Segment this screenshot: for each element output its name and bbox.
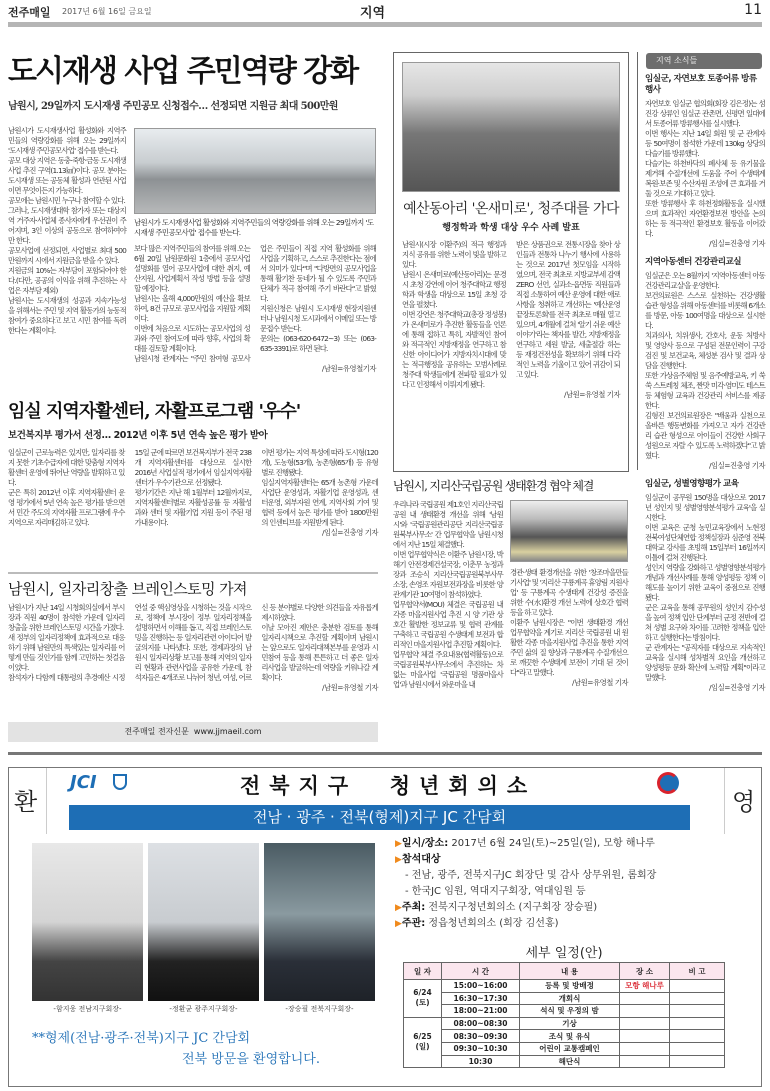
ad-left-char: 환 [14,788,38,816]
table-cell: 기상 [520,1017,620,1030]
schedule-day [404,980,442,1018]
table-cell [670,980,725,993]
table-cell: 석식 및 우정의 밤 [520,1005,620,1018]
portrait-photo [264,843,375,1001]
table-cell: (일) [415,1042,430,1052]
table-cell [670,1017,725,1030]
a3-content [8,448,378,538]
table-cell [670,992,725,1005]
table-cell: 6/25 [413,1032,432,1042]
schedule-row [404,1030,725,1043]
table-cell [620,1030,670,1043]
ad-rule [8,752,762,755]
ad-divider [724,768,725,834]
table-cell: 등록 및 방배정 [520,980,620,993]
a2-body: 남원시(시장 이환주)의 적극 행정과 지식 공유를 위한 노력이 빛을 발하고 있다. 남원시 온새미로(예산동아리)는 문경시 초청 강연에 이어 청주대학교 행정학과 학생을 대상으로 15일 초청 강연을 펼쳤다. 이번 강연은 청주대학교(총장 정성봉)가 온새미로가 추진한 활동들을 언론에 통해 접하고 특히, 자발적인 참여와 적극적인 지방재정을 연구하고 참신한 아이디어가 지방자치시대에 맞는 적극행정을 공유하는 모범사례로 청주대 학생들에게 전파할 필요가 있다고 인정해서 이뤄지게 됐다. 받은 상품권으로 전통시장을 찾아 상인들과 전통차 나누기 행사에 사용하는 것으로 2017년 첫모임을 시작하였으며, 전국 최초로 지방교부세 감액 ZERO 선언, 실과소·읍면동 직원들과 직접 소통하여 예산 운영에 대한 애로사항을 청취하고 개선하는 '예산운영 끝장토론회'를 전국 최초로 매월 열고 있으며, 4개월에 걸쳐 '알기 쉬운 예산 이야기'라는 책자를 발간, 지방재정을 연구하고 세원 발굴, 세출절감 하는 등 재정건전성을 확보하기 위해 다각적인 노력을 기울이고 있어 귀감이 되고 있다. [402,240,620,389]
attendee-line: - 한국JC 임원, 역대지구회장, 역대임원 등 [405,886,586,897]
page-number: 11 [744,2,762,18]
a2-byline: /남원=유영철 기자 [563,390,620,399]
detail-organizer: ▶주관: 정읍청년회의소 (회장 김선홍) [395,918,559,929]
table-cell [620,1055,670,1068]
a3-subheadline: 보건복지부 평가서 선정… 2012년 이후 5년 연속 높은 평가 받아 [8,430,268,441]
ad-details [395,836,735,932]
a5-headline: 남원시, 지리산국립공원 생태환경 협약 체결 [393,479,594,493]
triangle-bullet-icon: ▶ [395,855,402,865]
a4-content [8,603,378,693]
table-cell [620,1042,670,1055]
a1-subheadline: 남원시, 29일까지 도시재생 주민공모 신청접수… 선정되면 지원금 최대 500만원 [8,101,338,112]
table-cell: 내 용 [520,963,620,980]
sidebar-rule [637,52,638,470]
table-cell: 09:30~10:30 [442,1042,520,1055]
table-cell: 시 간 [442,963,520,980]
ad-right-char: 영 [732,788,756,816]
a1-byline: /남원=유영철기자 [321,364,376,373]
a5-body-col2: 경관·생태 환경개선을 위한 '창조마을만들기사업' 및 '지리산 구룡계곡 휴양림 지원사업' 등 구룡계곡 수생태계 건강성 증진을 위한 수(水)환경 개선 노력에 상호간 협력 등을 하고 있다. 이환주 남원시장은 "이번 생태환경 개선 업무협약을 계기로 지리산 국립공원 내 원활한 각종 마을지원사업 추진을 통한 지역주민 삶의 질 향상과 구룡계곡 수질개선으로 깨끗한 수생태계 보전이 기대 된 것이다"라고 말했다. [510,568,628,677]
table-cell [670,1030,725,1043]
table-cell [670,1055,725,1068]
table-cell: 일 자 [404,963,442,980]
side-item-body: 자연보호 임실군 협의회(회장 김은정)는 섬진강 상류인 임실군 관촌면, 신평면 일대에서 토종어류 방류행사를 실시했다. 이번 행사는 지난 14일 회원 및 군 관계자 등 50여명이 참석한 가운데 130kg 상당의 다슬기를 방류했다. 다슬기는 하천바닥의 폐사체 등 유기물을 제거해 수질개선에 도움을 주어 수생태계 복원·보존 및 수산자원 조성에 큰 효과를 거둘 것으로 기대하고 있다. 또한 방류행사 후 하천정화활동을 실시했으며 효과적인 자연환경보전 방안을 논의하는 등 적극적인 환경보호 활동을 이어갔다. [645,99,765,238]
side-item-byline: /임실=진충영 기자 [708,239,765,248]
schedule-title: 세부 일정(안) [525,946,603,961]
detail-attendees: ▶참석대상 [395,854,441,865]
side-item-title: 임실군, 자연보호 토종어류 방류 행사 [645,74,757,95]
attendee-line: - 전남, 광주, 전북지구JC 회장단 및 감사 상무위원, 롬회장 [405,870,657,881]
side-item-title: 지역아동센터 건강관리교실 [645,257,742,267]
schedule-wrap [403,962,725,1068]
table-cell [620,1017,670,1030]
ad-title: 전북지구 청년회의소 [240,774,537,798]
a1-headline: 도시재생 사업 주민역량 강화 [8,54,358,89]
side-item-body: 임실군은 오는 8월까지 '지역아동센터 아동 건강관리교실'을 운영한다. 보건의료원은 스스로 실천하는 건강생활 습관 형성을 위해 아동센터를 비롯해 6개소를 방문, 아동 100여명을 대상으로 실시한다. 치과의사, 치위생사, 간호사, 운동 처방사 및 영양사 등으로 구성된 전문인력이 구강검진 및 보건교육, 체성분 검사 및 결과 상담을 진행한다. 또한 가상음주체험 및 음주예방교육, 키 쑥쑥 스트레칭 체조, 짠맛 미각·염미도 테스트 등 체험형 교육과 건강관리 서비스를 제공한다. 김형진 보건의료원장은 "배움과 실천으로 올바른 행동변화를 가져오고 자가 건강관리 습관 형성으로 아이들이 건강한 사회구성원으로 자랄 수 있도록 노력하겠다"고 밝혔다. [645,271,765,460]
a3-headline: 임실 지역자활센터, 자활프로그램 '우수' [8,401,301,422]
table-cell: 조식 및 유식 [520,1030,620,1043]
table-cell [670,1042,725,1055]
table-cell: 어린이 교통캠페인 [520,1042,620,1055]
detail-host: ▶주최: 전북지구청년회의소 (지구회장 장승필) [395,902,598,913]
table-cell: 08:30~09:30 [442,1030,520,1043]
schedule-row [404,980,725,993]
side-item-title: 임실군, 성별영향평가 교육 [645,479,739,489]
a1-photo-caption: 남원시가 도시재생사업 활성화와 지역주민들의 역량강화를 위해 오는 29일까지 '도시재생 주민공모사업' 접수를 받는다. [134,218,374,237]
table-cell [620,1005,670,1018]
footer-epaper[interactable]: 전주매일 전자신문 www.jjmaeil.com [8,722,378,742]
header-rule [8,22,762,27]
a5-right-area [510,500,628,688]
schedule-day [404,1017,442,1067]
a5-byline: /남원=유영철 기자 [571,678,628,687]
table-cell: 비 고 [670,963,725,980]
table-cell: 18:00~21:00 [442,1005,520,1018]
jc-emblem-icon [657,772,679,794]
ad-message-line2: 전북 방문을 환영합니다. [182,1052,320,1067]
a3-body: 임실군이 근로능력은 있지만, 일자리를 찾지 못한 기초수급자에 대한 맞춤형 지역자활센터 운영에 뛰어난 역량을 발휘하고 있다. 군은 특히 2012년 이후 지역자활센터 운영 평가에서 5년 연속 높은 평가를 받으면서 민간 주도의 지역자활 프로그램에 우수지역으로 자리매김하고 있다. 15일 군에 따르면 보건복지부가 전국 238개 지역자활센터를 대상으로 실시한 2016년 사업실적 평가에서 임실지역자활센터가 우수기관으로 선정됐다. 평가기간은 지난 해 1월부터 12월까지로, 지역자활센터별로 자활성공률 등 자활성과와 센터 및 자활기업 지원 등이 주된 평가내용이다. 이번 평가는 지역 특성에 따라 도시형(120개), 도농형(53개), 농촌형(65개) 등 유형별로 진행됐다. 임실지역자활센터는 65개 농촌형 가운데 사업단 운영성과, 자활기업 운영성과, 센터운영, 외부자원 연계, 지역사회 기여 및 협력 등에서 높은 평가를 받아 1800만원의 인센티브를 지원받게 된다. [8,448,378,527]
a1-body-col1: 남원시가 도시재생사업 활성화와 지역주민들의 역량강화를 위해 오는 29일까지 '도시재생 주민공모사업' 접수를 받는다. 공모 대상 지역은 동충·죽항·금동 도시재생 사업 추진 구역(1.13㎢)이다. 공모 분야는 도시재생 또는 공동체 활성과 연관된 사업이면 무엇이든지 가능하다. 공모에는 남원시민 누구나 참여할 수 있다. 그러나, 도시재생대학 참가자 또는 대상지역 거주자·사업체 종사자에게 우선권이 주어지며, 3인 이상의 공동으로 참여하여야만 한다. 공모사업에 선정되면, 사업별로 최대 500만원까지 시에서 지원금을 받을 수 있다. 지원금의 10%는 자부담이 포함되어야 한다.(다만, 공공의 이익을 위해 추진하는 사업은 자부담 제외) 남원시는 도시재생의 성공과 지속가능성을 위해서는 주민 및 지역 활동가의 능동적 참여가 중요하다고 보고 시민 참여를 독려한다는 계획이다. [8,126,126,335]
a2-subheadline: 행정학과 학생 대상 우수 사례 발표 [442,223,580,233]
side-item [645,74,765,249]
table-cell [670,1005,725,1018]
a2-photo-group [402,62,620,192]
triangle-bullet-icon: ▶ [395,839,402,849]
schedule-row [404,1042,725,1055]
a1-photo-street [134,128,376,214]
issue-date: 2017년 6월 16일 금요일 [62,7,152,16]
ad-divider [46,768,47,834]
a3-byline: /임실=진충영 기자 [321,528,378,537]
portrait-photo [148,843,259,1001]
schedule-row [404,1017,725,1030]
table-cell: 해단식 [520,1055,620,1068]
schedule-row [404,1055,725,1068]
table-cell: 15:00~16:00 [442,980,520,993]
section-title: 지역 [360,6,386,21]
table-cell: 장 소 [620,963,670,980]
a2-headline: 예산동아리 '온새미로', 청주대를 가다 [403,201,619,217]
a1-right-area [134,128,376,374]
paper-name: 전주매일 [8,6,51,19]
triangle-bullet-icon: ▶ [395,903,402,913]
ad-message-line1: **형제(전남·광주·전북)지구 JC 간담회 [32,1031,251,1046]
side-item [645,257,765,471]
table-cell: 개회식 [520,992,620,1005]
a2-content [402,62,620,400]
triangle-bullet-icon: ▶ [395,919,402,929]
jci-shield-icon [113,774,127,790]
a5-photo-mou [510,500,628,562]
sidebar-header: 지역 소식들 [646,53,762,69]
jci-logo: JCI [70,772,97,793]
portrait-caption: -함지웅 전남지구회장- [53,1005,122,1013]
table-cell: 6/24 [413,988,432,998]
schedule-table [403,962,725,1068]
portrait-caption: -장승필 전북지구회장- [285,1005,354,1013]
a5-body-col1: 우리나라 국립공원 제1호인 지리산국립공원 내 생태환경 개선을 위해 '남원시'와 '국립공원관리공단 지리산국립공원북부사무소' 간 업무협약을 남원시청에서 지난 15일 체결했다. 이번 업무협약식은 이환주 남원시장, 박해기 안전경제건설국장, 이춘무 농정과장과 조승식 지리산국립공원북부사무소장, 손영조 자원보전과장을 비롯한 양 관계기관 10여명이 참석하였다. 업무협약서(MOU) 체결은 국립공원 내 각종 마을지원사업 추진 시 양 기관 상호간 활발한 정보교류 및 협력 관계를 구축하고 국립공원 수생태계 보전과 합리적인 마을지원사업 추진할 계획이다. 업무협약 체결 주요내용(협력활동)으로 국립공원북부사무소에서 추진하는 차 없는 마을사업 '국립공원 명품마을사업'과 남원시에서 와운마을 내 [393,500,503,689]
divider [8,572,378,574]
detail-datetime: ▶일시/장소: 2017년 6월 24일(토)~25일(일), 모항 해나루 [395,838,655,849]
schedule-header-row [404,963,725,980]
schedule-row [404,1005,725,1018]
side-item [645,479,765,693]
portrait-photo [32,843,143,1001]
table-cell [620,992,670,1005]
side-item-byline: /임실=진충영 기자 [708,461,765,470]
ad-banner: 전남 · 광주 · 전북(형제)지구 JC 간담회 [69,805,690,830]
a4-byline: /남원=유영철 기자 [321,683,378,692]
table-cell: 10:30 [442,1055,520,1068]
table-cell: 모항 해나루 [620,980,670,993]
table-cell: 16:30~17:30 [442,992,520,1005]
a4-body: 남원시가 지난 14일 시청회의실에서 부시장과 직원 40명이 참석한 가운데 일자리 창출을 위한 브레인스토밍 시간을 가졌다. 새 정부의 일자리정책에 효과적으로 대응하기 위해 남원만의 특색있는 일자리를 어떻게 만들 것인가를 함께 고민하는 첫걸음이었다. 참석자가 다함께 대통령의 추경예산 시정연설 중 핵심영상을 시청하는 것을 시작으로, 정책에 부시장이 정부 일자리정책을 설명하면서 이해를 돕고, 직접 브레인스토밍을 진행하는 등 일자리관련 아이디어 발굴의지를 나타냈다. 또한, 경제과장의 남원시 일자리상황 보고를 통해 지역의 일자리 현황과 관련사업을 공유한 가운데, 참석자들은 4개조로 나뉘어 청년, 여성, 어르신 등 분야별로 다양한 의견들을 자유롭게 제시하였다. 이날 모아진 제안은 충분한 검토를 통해 일자리시책으로 추진할 계획이며 남원시는 앞으로도 일자리대책본부를 운영과 시민참여 등을 통해 튼튼하고 더 좋은 일자리사업을 발굴하는데 역량을 키워나갈 계획이다. [8,603,378,682]
table-cell: 08:00~08:30 [442,1017,520,1030]
schedule-row [404,992,725,1005]
side-item-byline: /임실=진충영 기자 [708,683,765,692]
a1-body-cols: 보다 많은 지역주민들의 참여를 위해 오는 6월 20일 남원문화원 1층에서 공모사업 설명회를 열어 공모사업에 대한 취지, 예산지원, 사업계획서 작성 방법 등을 설명할 예정이다. 남원시는 올해 4,000만원의 예산을 확보하여, 8건 규모로 공모사업을 지원할 계획이다. 이번에 처음으로 시도하는 공모사업의 성과와 주민 참여도에 따라 향후, 사업의 확대를 검토할 계획이다. 남원시청 관계자는 "주민 참여형 공모사업은 주민들이 직접 지역 활성화를 위해 사업을 기획하고, 스스로 추진한다는 점에서 의미가 있다"며 "다방면의 공모사업을 통해 활기찬 동네가 될 수 있도록 주민과 단체가 적극 참여해 주기 바란다"고 밝혔다. 지원신청은 남원시 도시재생 현장지원센터나 남원시청 도시과에서 이메일 또는 방문접수 받는다. 문의는 (063-620-6472~3) 또는 (063-635-3391)로 하면 된다. [134,244,376,363]
portrait-caption: -정환균 광주지구회장- [169,1005,238,1013]
side-item-body: 임실군이 공무원 150명을 대상으로 '2017년 성인지 및 성별영향분석평가 교육'을 실시한다. 이번 교육은 군청 농민교육장에서 노현정 전북여성단체연합 정책실장과 심준영 전북대학교 강사를 초빙해 15일부터 16일까지 이틀에 걸쳐 진행된다. 성인지 역량을 강화하고 성별영향분석평가 개념과 개선사례를 통해 양성평등 정책 이해도를 높이기 위한 교육이 중점으로 진행됐다. 군은 교육을 통해 공무원의 성인지 감수성을 높여 정책 입안 단계부터 군정 전반에 걸쳐 성별 요구와 차이를 고려한 정책을 입안하고 실행한다는 방침이다. 군 관계자는 "공직자를 대상으로 지속적인 교육을 실시해 성차별적 요인을 개선하고 양성평등 문화 확산에 노력할 계획"이라고 말했다. [645,493,765,682]
a4-headline: 남원시, 일자리창출 브레인스토밍 가져 [8,580,247,598]
sidebar-list [645,74,765,701]
table-cell: (토) [415,998,430,1008]
